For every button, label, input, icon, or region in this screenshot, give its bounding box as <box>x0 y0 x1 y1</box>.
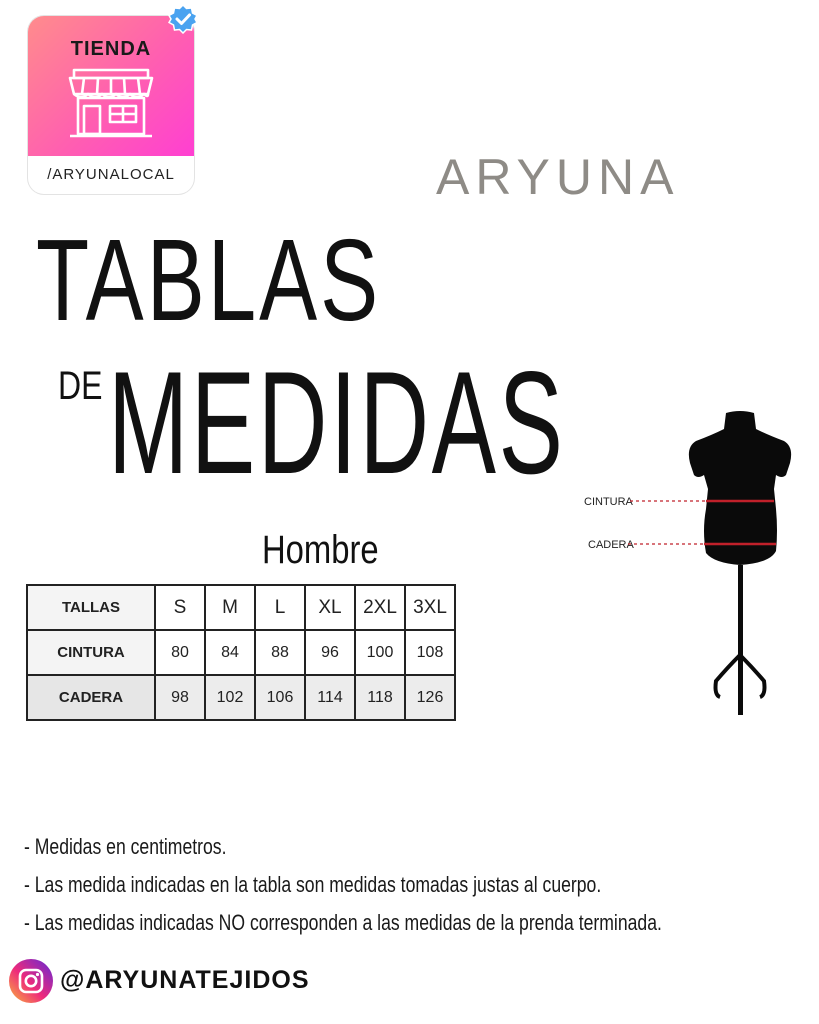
title-medidas: MEDIDAS <box>108 341 566 504</box>
brand-logo: ARYUNA <box>436 149 680 205</box>
table-cell: 106 <box>255 675 305 720</box>
size-table <box>26 584 456 721</box>
size-header: S <box>155 585 205 630</box>
table-cell: 98 <box>155 675 205 720</box>
size-header: L <box>255 585 305 630</box>
store-handle: /ARYUNALOCAL <box>47 166 175 183</box>
section-title: Hombre <box>262 528 379 572</box>
note-line: - Las medida indicadas en la tabla son medidas tomadas justas al cuerpo. <box>24 872 602 897</box>
row-label: CADERA <box>27 675 155 720</box>
table-header-label: TALLAS <box>27 585 155 630</box>
table-header-row <box>27 585 455 630</box>
size-header: 2XL <box>355 585 405 630</box>
table-row-cadera <box>27 675 455 720</box>
table-cell: 126 <box>405 675 455 720</box>
mannequin-illustration <box>580 405 800 720</box>
instagram-handle[interactable]: @ARYUNATEJIDOS <box>60 966 310 994</box>
table-cell: 88 <box>255 630 305 675</box>
table-cell: 96 <box>305 630 355 675</box>
store-badge-title: TIENDA <box>70 38 152 60</box>
notes <box>24 828 819 942</box>
table-cell: 80 <box>155 630 205 675</box>
table-cell: 102 <box>205 675 255 720</box>
instagram-icon[interactable] <box>8 958 54 1004</box>
waist-label: CINTURA <box>584 496 633 508</box>
table-cell: 114 <box>305 675 355 720</box>
note-line: - Las medidas indicadas NO corresponden a las medidas de la prenda terminada. <box>24 910 662 935</box>
title-tablas: TABLAS <box>36 215 382 345</box>
table-cell: 84 <box>205 630 255 675</box>
table-cell: 118 <box>355 675 405 720</box>
verified-badge-icon <box>168 4 198 34</box>
title-de: DE <box>58 364 103 408</box>
table-cell: 100 <box>355 630 405 675</box>
storefront-icon <box>66 68 156 140</box>
size-header: M <box>205 585 255 630</box>
row-label: CINTURA <box>27 630 155 675</box>
store-badge[interactable] <box>28 16 194 194</box>
size-header: 3XL <box>405 585 455 630</box>
table-row-cintura <box>27 630 455 675</box>
hip-label: CADERA <box>588 539 634 551</box>
mannequin-figure <box>689 411 791 715</box>
note-line: - Medidas en centimetros. <box>24 834 227 859</box>
size-header: XL <box>305 585 355 630</box>
table-cell: 108 <box>405 630 455 675</box>
